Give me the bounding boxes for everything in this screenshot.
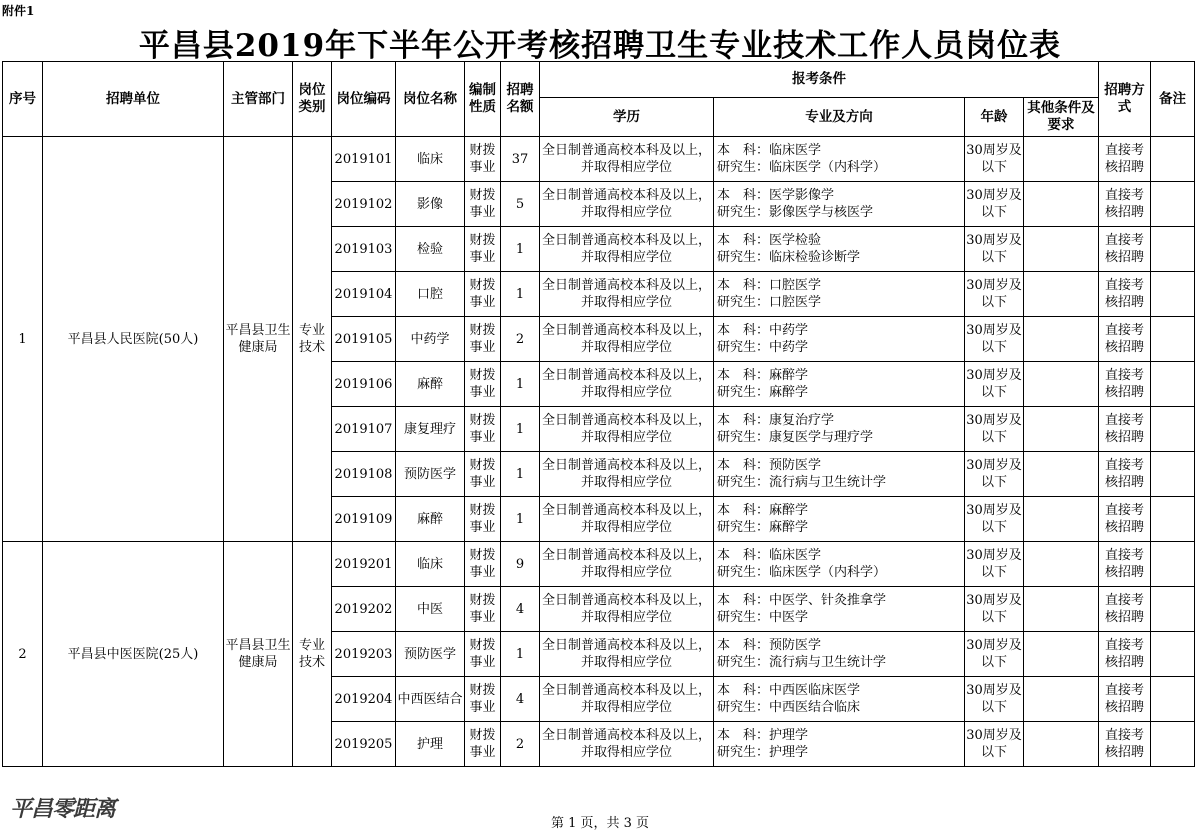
header-other: 其他条件及要求 <box>1024 98 1099 137</box>
major-undergraduate: 本 科：预防医学 <box>717 638 822 653</box>
remark-cell <box>1151 272 1195 317</box>
major-cell <box>714 497 965 542</box>
staffing-cell: 财拨事业 <box>465 227 501 272</box>
other-cell <box>1024 362 1099 407</box>
post-name-cell: 预防医学 <box>396 632 465 677</box>
method-cell: 直接考核招聘 <box>1099 182 1151 227</box>
header-education: 学历 <box>540 98 714 137</box>
age-cell: 30周岁及以下 <box>965 722 1024 767</box>
major-postgraduate: 研究生：康复医学与理疗学 <box>717 430 874 445</box>
major-postgraduate: 研究生：口腔医学 <box>717 295 822 310</box>
remark-cell <box>1151 182 1195 227</box>
page-title: 平昌县2019年下半年公开考核招聘卫生专业技术工作人员岗位表 <box>138 28 1062 64</box>
post-code-cell: 2019201 <box>332 542 396 587</box>
attachment-label: 附件1 <box>2 4 35 18</box>
major-postgraduate: 研究生：流行病与卫生统计学 <box>717 475 887 490</box>
quota-cell: 1 <box>501 362 540 407</box>
post-code-cell: 2019105 <box>332 317 396 362</box>
post-code-cell: 2019205 <box>332 722 396 767</box>
post-code-cell: 2019101 <box>332 137 396 182</box>
education-cell: 全日制普通高校本科及以上，并取得相应学位 <box>540 542 714 587</box>
post-name-cell: 口腔 <box>396 272 465 317</box>
major-postgraduate: 研究生：临床医学（内科学） <box>717 565 887 580</box>
quota-cell: 1 <box>501 497 540 542</box>
post-name-cell: 中西医结合 <box>396 677 465 722</box>
post-code-cell: 2019109 <box>332 497 396 542</box>
age-cell: 30周岁及以下 <box>965 182 1024 227</box>
method-cell: 直接考核招聘 <box>1099 587 1151 632</box>
header-quota: 招聘名额 <box>501 62 540 137</box>
staffing-cell: 财拨事业 <box>465 722 501 767</box>
major-cell <box>714 407 965 452</box>
major-postgraduate: 研究生：影像医学与核医学 <box>717 205 874 220</box>
method-cell: 直接考核招聘 <box>1099 542 1151 587</box>
education-cell: 全日制普通高校本科及以上，并取得相应学位 <box>540 137 714 182</box>
header-category: 岗位类别 <box>293 62 332 137</box>
post-code-cell: 2019102 <box>332 182 396 227</box>
major-cell <box>714 272 965 317</box>
age-cell: 30周岁及以下 <box>965 632 1024 677</box>
quota-cell: 37 <box>501 137 540 182</box>
major-undergraduate: 本 科：护理学 <box>717 728 809 743</box>
quota-cell: 1 <box>501 452 540 497</box>
post-name-cell: 中医 <box>396 587 465 632</box>
education-cell: 全日制普通高校本科及以上，并取得相应学位 <box>540 497 714 542</box>
education-cell: 全日制普通高校本科及以上，并取得相应学位 <box>540 677 714 722</box>
table-row <box>3 137 1195 182</box>
quota-cell: 1 <box>501 272 540 317</box>
remark-cell <box>1151 542 1195 587</box>
education-cell: 全日制普通高校本科及以上，并取得相应学位 <box>540 632 714 677</box>
age-cell: 30周岁及以下 <box>965 227 1024 272</box>
major-undergraduate: 本 科：中医学、针灸推拿学 <box>717 593 887 608</box>
method-cell: 直接考核招聘 <box>1099 722 1151 767</box>
age-cell: 30周岁及以下 <box>965 272 1024 317</box>
education-cell: 全日制普通高校本科及以上，并取得相应学位 <box>540 182 714 227</box>
post-code-cell: 2019108 <box>332 452 396 497</box>
major-undergraduate: 本 科：临床医学 <box>717 143 822 158</box>
post-code-cell: 2019107 <box>332 407 396 452</box>
age-cell: 30周岁及以下 <box>965 542 1024 587</box>
major-cell <box>714 137 965 182</box>
staffing-cell: 财拨事业 <box>465 272 501 317</box>
post-name-cell: 麻醉 <box>396 497 465 542</box>
post-name-cell: 临床 <box>396 542 465 587</box>
remark-cell <box>1151 497 1195 542</box>
major-cell <box>714 182 965 227</box>
post-name-cell: 麻醉 <box>396 362 465 407</box>
major-postgraduate: 研究生：中医学 <box>717 610 809 625</box>
post-name-cell: 护理 <box>396 722 465 767</box>
header-major: 专业及方向 <box>714 98 965 137</box>
education-cell: 全日制普通高校本科及以上，并取得相应学位 <box>540 317 714 362</box>
major-postgraduate: 研究生：中药学 <box>717 340 809 355</box>
major-cell <box>714 317 965 362</box>
education-cell: 全日制普通高校本科及以上，并取得相应学位 <box>540 272 714 317</box>
age-cell: 30周岁及以下 <box>965 362 1024 407</box>
major-postgraduate: 研究生：麻醉学 <box>717 385 809 400</box>
other-cell <box>1024 182 1099 227</box>
major-cell <box>714 227 965 272</box>
post-code-cell: 2019106 <box>332 362 396 407</box>
major-undergraduate: 本 科：预防医学 <box>717 458 822 473</box>
method-cell: 直接考核招聘 <box>1099 677 1151 722</box>
other-cell <box>1024 677 1099 722</box>
header-seq: 序号 <box>3 62 43 137</box>
other-cell <box>1024 407 1099 452</box>
other-cell <box>1024 632 1099 677</box>
method-cell: 直接考核招聘 <box>1099 272 1151 317</box>
quota-cell: 4 <box>501 587 540 632</box>
quota-cell: 4 <box>501 677 540 722</box>
major-postgraduate: 研究生：中西医结合临床 <box>717 700 861 715</box>
post-name-cell: 临床 <box>396 137 465 182</box>
post-code-cell: 2019104 <box>332 272 396 317</box>
post-code-cell: 2019203 <box>332 632 396 677</box>
staffing-cell: 财拨事业 <box>465 497 501 542</box>
major-postgraduate: 研究生：临床检验诊断学 <box>717 250 861 265</box>
age-cell: 30周岁及以下 <box>965 587 1024 632</box>
staffing-cell: 财拨事业 <box>465 542 501 587</box>
seq-cell: 1 <box>3 137 43 542</box>
age-cell: 30周岁及以下 <box>965 407 1024 452</box>
quota-cell: 2 <box>501 722 540 767</box>
quota-cell: 2 <box>501 317 540 362</box>
quota-cell: 1 <box>501 407 540 452</box>
page-footer: 第 1 页，共 3 页 <box>550 816 650 831</box>
other-cell <box>1024 317 1099 362</box>
positions-table <box>2 61 1195 767</box>
remark-cell <box>1151 317 1195 362</box>
watermark: 平昌零距离 <box>10 797 116 822</box>
post-name-cell: 中药学 <box>396 317 465 362</box>
header-age: 年龄 <box>965 98 1024 137</box>
major-undergraduate: 本 科：康复治疗学 <box>717 413 835 428</box>
staffing-cell: 财拨事业 <box>465 407 501 452</box>
category-cell: 专业技术 <box>293 137 332 542</box>
header-post-name: 岗位名称 <box>396 62 465 137</box>
method-cell: 直接考核招聘 <box>1099 227 1151 272</box>
quota-cell: 1 <box>501 227 540 272</box>
header-staffing: 编制性质 <box>465 62 501 137</box>
major-cell <box>714 362 965 407</box>
staffing-cell: 财拨事业 <box>465 677 501 722</box>
remark-cell <box>1151 587 1195 632</box>
major-cell <box>714 722 965 767</box>
age-cell: 30周岁及以下 <box>965 317 1024 362</box>
unit-cell: 平昌县人民医院(50人) <box>43 137 224 542</box>
remark-cell <box>1151 722 1195 767</box>
major-postgraduate: 研究生：麻醉学 <box>717 520 809 535</box>
education-cell: 全日制普通高校本科及以上，并取得相应学位 <box>540 452 714 497</box>
major-undergraduate: 本 科：医学检验 <box>717 233 822 248</box>
post-name-cell: 康复理疗 <box>396 407 465 452</box>
other-cell <box>1024 722 1099 767</box>
staffing-cell: 财拨事业 <box>465 587 501 632</box>
age-cell: 30周岁及以下 <box>965 677 1024 722</box>
major-postgraduate: 研究生：临床医学（内科学） <box>717 160 887 175</box>
remark-cell <box>1151 362 1195 407</box>
method-cell: 直接考核招聘 <box>1099 407 1151 452</box>
other-cell <box>1024 452 1099 497</box>
education-cell: 全日制普通高校本科及以上，并取得相应学位 <box>540 227 714 272</box>
remark-cell <box>1151 452 1195 497</box>
major-undergraduate: 本 科：中药学 <box>717 323 809 338</box>
major-postgraduate: 研究生：流行病与卫生统计学 <box>717 655 887 670</box>
major-undergraduate: 本 科：临床医学 <box>717 548 822 563</box>
major-undergraduate: 本 科：口腔医学 <box>717 278 822 293</box>
age-cell: 30周岁及以下 <box>965 452 1024 497</box>
other-cell <box>1024 227 1099 272</box>
major-cell <box>714 452 965 497</box>
education-cell: 全日制普通高校本科及以上，并取得相应学位 <box>540 587 714 632</box>
quota-cell: 5 <box>501 182 540 227</box>
method-cell: 直接考核招聘 <box>1099 452 1151 497</box>
seq-cell: 2 <box>3 542 43 767</box>
header-method: 招聘方式 <box>1099 62 1151 137</box>
staffing-cell: 财拨事业 <box>465 182 501 227</box>
other-cell <box>1024 542 1099 587</box>
staffing-cell: 财拨事业 <box>465 452 501 497</box>
table-row <box>3 542 1195 587</box>
major-undergraduate: 本 科：麻醉学 <box>717 368 809 383</box>
method-cell: 直接考核招聘 <box>1099 362 1151 407</box>
unit-cell: 平昌县中医医院(25人) <box>43 542 224 767</box>
education-cell: 全日制普通高校本科及以上，并取得相应学位 <box>540 722 714 767</box>
remark-cell <box>1151 407 1195 452</box>
quota-cell: 1 <box>501 632 540 677</box>
post-name-cell: 检验 <box>396 227 465 272</box>
major-undergraduate: 本 科：麻醉学 <box>717 503 809 518</box>
other-cell <box>1024 587 1099 632</box>
remark-cell <box>1151 632 1195 677</box>
header-conditions: 报考条件 <box>540 62 1099 98</box>
major-undergraduate: 本 科：中西医临床医学 <box>717 683 861 698</box>
post-name-cell: 预防医学 <box>396 452 465 497</box>
major-cell <box>714 632 965 677</box>
post-code-cell: 2019204 <box>332 677 396 722</box>
major-cell <box>714 542 965 587</box>
remark-cell <box>1151 137 1195 182</box>
major-cell <box>714 587 965 632</box>
other-cell <box>1024 497 1099 542</box>
post-code-cell: 2019202 <box>332 587 396 632</box>
staffing-cell: 财拨事业 <box>465 632 501 677</box>
header-post-code: 岗位编码 <box>332 62 396 137</box>
header-remark: 备注 <box>1151 62 1195 137</box>
major-cell <box>714 677 965 722</box>
remark-cell <box>1151 227 1195 272</box>
method-cell: 直接考核招聘 <box>1099 317 1151 362</box>
method-cell: 直接考核招聘 <box>1099 632 1151 677</box>
major-postgraduate: 研究生：护理学 <box>717 745 809 760</box>
education-cell: 全日制普通高校本科及以上，并取得相应学位 <box>540 407 714 452</box>
table-body <box>3 137 1195 767</box>
education-cell: 全日制普通高校本科及以上，并取得相应学位 <box>540 362 714 407</box>
major-undergraduate: 本 科：医学影像学 <box>717 188 835 203</box>
quota-cell: 9 <box>501 542 540 587</box>
age-cell: 30周岁及以下 <box>965 137 1024 182</box>
staffing-cell: 财拨事业 <box>465 317 501 362</box>
header-unit: 招聘单位 <box>43 62 224 137</box>
dept-cell: 平昌县卫生健康局 <box>224 542 293 767</box>
staffing-cell: 财拨事业 <box>465 362 501 407</box>
method-cell: 直接考核招聘 <box>1099 137 1151 182</box>
dept-cell: 平昌县卫生健康局 <box>224 137 293 542</box>
header-dept: 主管部门 <box>224 62 293 137</box>
post-code-cell: 2019103 <box>332 227 396 272</box>
post-name-cell: 影像 <box>396 182 465 227</box>
other-cell <box>1024 137 1099 182</box>
age-cell: 30周岁及以下 <box>965 497 1024 542</box>
other-cell <box>1024 272 1099 317</box>
remark-cell <box>1151 677 1195 722</box>
staffing-cell: 财拨事业 <box>465 137 501 182</box>
category-cell: 专业技术 <box>293 542 332 767</box>
method-cell: 直接考核招聘 <box>1099 497 1151 542</box>
